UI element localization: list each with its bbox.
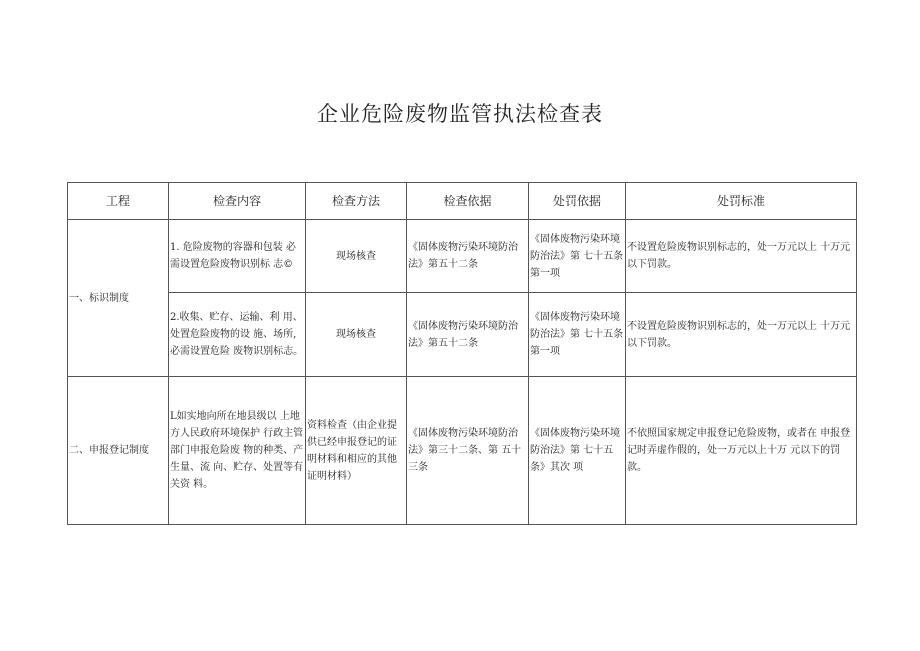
table-header-row [68,183,857,220]
row-penalty-basis: 《固体废物污染环境防治法》第 七十五条第一项 [529,220,626,293]
row-check-method: 资料检查（由企业提供已经申报登记的证明材料和相应的其他证明材料） [306,377,407,525]
row-penalty-standard: 不设置危险废物识别标志的，处一万元以上 十万元以下罚款。 [626,293,857,377]
row-penalty-standard: 不设置危险废物识别标志的，处一万元以上 十万元以下罚款。 [626,220,857,293]
page-title: 企业危险废物监管执法检查表 [317,102,603,126]
row-check-basis: 《固体废物污染环境防治法》第五十二条 [407,293,529,377]
row-check-content: L如实地向所在地县级以 上地方人民政府环境保护 行政主管部门申报危险废 物的种类、产生量、流 向、贮存、处置等有关资 料。 [169,377,306,525]
header-check-basis: 检查依据 [407,183,529,220]
row-penalty-basis: 《固体废物污染环境防治法》第 七十五条》其次 项 [529,377,626,525]
table-row [68,293,857,377]
section-name-registration: 二、申报登记制度 [68,377,169,525]
header-check-method: 检查方法 [306,183,407,220]
row-check-method: 现场核查 [306,220,407,293]
header-penalty-basis: 处罚依据 [529,183,626,220]
inspection-table [67,182,857,525]
table-row [68,377,857,525]
header-penalty-standard: 处罚标准 [626,183,857,220]
row-check-content: 1. 危险废物的容器和包装 必需设置危险废物识别标 志© [169,220,306,293]
section-name-labeling: 一、标识制度 [68,220,169,377]
row-check-basis: 《固体废物污染环境防治法》第三十二条、第 五十三条 [407,377,529,525]
row-penalty-basis: 《固体废物污染环境防治法》第 七十五条第一项 [529,293,626,377]
row-check-method: 现场核查 [306,293,407,377]
row-check-basis: 《固体废物污染环境防治法》第五十二条 [407,220,529,293]
row-penalty-standard: 不依照国家规定申报登记危险废物，或者在 申报登记时弄虚作假的，处一万元以上十万 元以下的罚款。 [626,377,857,525]
row-check-content: 2.收集、贮存、运输、利 用、处置危险废物的设 施、场所,必需设置危险 废物识别标志。 [169,293,306,377]
header-project: 工程 [68,183,169,220]
header-check-content: 检查内容 [169,183,306,220]
table-row [68,220,857,293]
